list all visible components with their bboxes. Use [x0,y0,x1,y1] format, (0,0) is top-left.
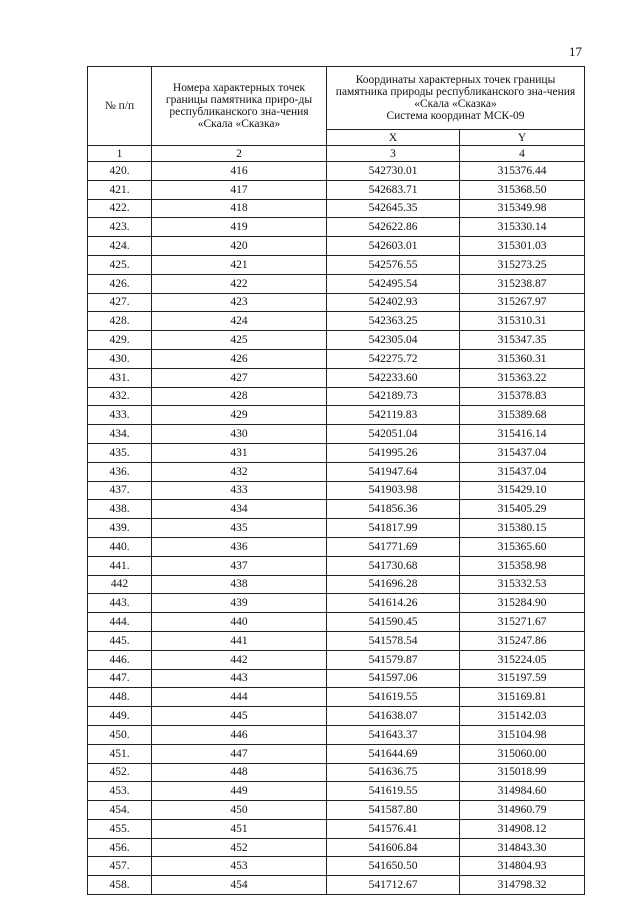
y-coordinate-cell: 315429.10 [460,481,585,500]
table-row [88,575,585,594]
point-number-cell: 434 [152,500,327,519]
point-number-cell: 421 [152,255,327,274]
table-row [88,237,585,256]
row-number-cell: 428. [88,312,152,331]
row-number-cell: 440. [88,537,152,556]
row-number-cell: 453. [88,782,152,801]
coordinates-table-body [88,162,585,895]
x-coordinate-cell: 542402.93 [327,293,460,312]
row-number-cell: 457. [88,857,152,876]
row-number-cell: 449. [88,707,152,726]
point-number-cell: 431 [152,443,327,462]
row-number-cell: 423. [88,218,152,237]
column-index: 3 [327,146,460,162]
table-row [88,293,585,312]
x-coordinate-cell: 541636.75 [327,763,460,782]
table-row [88,500,585,519]
point-number-cell: 439 [152,594,327,613]
row-number-cell: 456. [88,838,152,857]
y-coordinate-cell: 315142.03 [460,707,585,726]
table-row [88,180,585,199]
x-coordinate-cell: 541576.41 [327,819,460,838]
y-coordinate-cell: 314843.30 [460,838,585,857]
table-row [88,537,585,556]
y-coordinate-cell: 315365.60 [460,537,585,556]
row-number-cell: 445. [88,631,152,650]
x-coordinate-cell: 542051.04 [327,425,460,444]
table-row [88,349,585,368]
x-coordinate-cell: 542495.54 [327,274,460,293]
table-row [88,763,585,782]
point-number-cell: 419 [152,218,327,237]
x-coordinate-cell: 541606.84 [327,838,460,857]
table-row [88,368,585,387]
row-number-cell: 427. [88,293,152,312]
row-number-cell: 421. [88,180,152,199]
x-coordinate-cell: 541587.80 [327,801,460,820]
y-coordinate-cell: 315247.86 [460,631,585,650]
y-coordinate-cell: 315376.44 [460,162,585,181]
row-number-cell: 448. [88,688,152,707]
table-row [88,425,585,444]
x-coordinate-cell: 542119.83 [327,406,460,425]
row-number-cell: 432. [88,387,152,406]
y-coordinate-cell: 315437.04 [460,443,585,462]
table-row [88,838,585,857]
table-row [88,744,585,763]
header-coordinates-title: Координаты характерных точек границы памятника природы республиканского зна-чения «Скала «Сказка» [335,74,576,110]
table-row [88,199,585,218]
column-index: 1 [88,146,152,162]
table-row [88,274,585,293]
y-coordinate-cell: 315368.50 [460,180,585,199]
point-number-cell: 424 [152,312,327,331]
y-coordinate-cell: 315197.59 [460,669,585,688]
y-coordinate-cell: 315060.00 [460,744,585,763]
point-number-cell: 432 [152,462,327,481]
y-coordinate-cell: 315271.67 [460,613,585,632]
point-number-cell: 416 [152,162,327,181]
x-coordinate-cell: 542622.86 [327,218,460,237]
y-coordinate-cell: 315273.25 [460,255,585,274]
point-number-cell: 449 [152,782,327,801]
x-coordinate-cell: 541730.68 [327,556,460,575]
x-coordinate-cell: 542275.72 [327,349,460,368]
y-coordinate-cell: 315330.14 [460,218,585,237]
row-number-cell: 455. [88,819,152,838]
x-coordinate-cell: 541712.67 [327,876,460,895]
header-x: X [327,130,460,146]
row-number-cell: 441. [88,556,152,575]
table-row [88,631,585,650]
point-number-cell: 436 [152,537,327,556]
table-row [88,162,585,181]
x-coordinate-cell: 541619.55 [327,688,460,707]
row-number-cell: 439. [88,519,152,538]
y-coordinate-cell: 315332.53 [460,575,585,594]
header-row-number: № п/п [88,67,152,146]
x-coordinate-cell: 541578.54 [327,631,460,650]
x-coordinate-cell: 542730.01 [327,162,460,181]
row-number-cell: 435. [88,443,152,462]
table-row [88,462,585,481]
point-number-cell: 441 [152,631,327,650]
y-coordinate-cell: 315301.03 [460,237,585,256]
point-number-cell: 452 [152,838,327,857]
row-number-cell: 429. [88,331,152,350]
y-coordinate-cell: 315437.04 [460,462,585,481]
table-row [88,255,585,274]
point-number-cell: 444 [152,688,327,707]
table-row [88,331,585,350]
table-row [88,218,585,237]
x-coordinate-cell: 542683.71 [327,180,460,199]
table-row [88,725,585,744]
x-coordinate-cell: 541644.69 [327,744,460,763]
point-number-cell: 426 [152,349,327,368]
table-row [88,669,585,688]
coordinates-table [87,66,585,895]
point-number-cell: 454 [152,876,327,895]
y-coordinate-cell: 315347.35 [460,331,585,350]
y-coordinate-cell: 314960.79 [460,801,585,820]
y-coordinate-cell: 315378.83 [460,387,585,406]
x-coordinate-cell: 541856.36 [327,500,460,519]
point-number-cell: 435 [152,519,327,538]
x-coordinate-cell: 541597.06 [327,669,460,688]
y-coordinate-cell: 315389.68 [460,406,585,425]
x-coordinate-cell: 542189.73 [327,387,460,406]
table-row [88,312,585,331]
table-row [88,613,585,632]
point-number-cell: 445 [152,707,327,726]
y-coordinate-cell: 314804.93 [460,857,585,876]
point-number-cell: 440 [152,613,327,632]
table-row [88,481,585,500]
point-number-cell: 429 [152,406,327,425]
x-coordinate-cell: 541643.37 [327,725,460,744]
point-number-cell: 433 [152,481,327,500]
table-row [88,594,585,613]
y-coordinate-cell: 314984.60 [460,782,585,801]
x-coordinate-cell: 541590.45 [327,613,460,632]
y-coordinate-cell: 315224.05 [460,650,585,669]
y-coordinate-cell: 314798.32 [460,876,585,895]
y-coordinate-cell: 315416.14 [460,425,585,444]
y-coordinate-cell: 315284.90 [460,594,585,613]
header-coordinates [327,67,585,130]
y-coordinate-cell: 315358.98 [460,556,585,575]
x-coordinate-cell: 542645.35 [327,199,460,218]
row-number-cell: 436. [88,462,152,481]
row-number-cell: 426. [88,274,152,293]
x-coordinate-cell: 542576.55 [327,255,460,274]
row-number-cell: 420. [88,162,152,181]
row-number-cell: 444. [88,613,152,632]
row-number-cell: 438. [88,500,152,519]
header-point-numbers: Номера характерных точек границы памятника приро-ды республиканского зна-чения «Скала «Сказка» [152,67,327,146]
y-coordinate-cell: 315360.31 [460,349,585,368]
point-number-cell: 427 [152,368,327,387]
row-number-cell: 434. [88,425,152,444]
row-number-cell: 452. [88,763,152,782]
y-coordinate-cell: 315267.97 [460,293,585,312]
table-row [88,876,585,895]
point-number-cell: 420 [152,237,327,256]
point-number-cell: 437 [152,556,327,575]
point-number-cell: 447 [152,744,327,763]
y-coordinate-cell: 315169.81 [460,688,585,707]
row-number-cell: 450. [88,725,152,744]
row-number-cell: 425. [88,255,152,274]
x-coordinate-cell: 541771.69 [327,537,460,556]
x-coordinate-cell: 541995.26 [327,443,460,462]
point-number-cell: 417 [152,180,327,199]
table-row [88,406,585,425]
y-coordinate-cell: 315349.98 [460,199,585,218]
y-coordinate-cell: 315380.15 [460,519,585,538]
table-row [88,387,585,406]
y-coordinate-cell: 315238.87 [460,274,585,293]
x-coordinate-cell: 541696.28 [327,575,460,594]
y-coordinate-cell: 315310.31 [460,312,585,331]
row-number-cell: 437. [88,481,152,500]
column-index: 4 [460,146,585,162]
x-coordinate-cell: 541903.98 [327,481,460,500]
table-row [88,819,585,838]
x-coordinate-cell: 542363.25 [327,312,460,331]
header-coordinate-system: Система координат МСК-09 [386,110,525,122]
x-coordinate-cell: 541619.55 [327,782,460,801]
point-number-cell: 418 [152,199,327,218]
point-number-cell: 448 [152,763,327,782]
table-row [88,443,585,462]
row-number-cell: 430. [88,349,152,368]
row-number-cell: 424. [88,237,152,256]
point-number-cell: 425 [152,331,327,350]
x-coordinate-cell: 542603.01 [327,237,460,256]
x-coordinate-cell: 542233.60 [327,368,460,387]
x-coordinate-cell: 541638.07 [327,707,460,726]
table-row [88,688,585,707]
point-number-cell: 451 [152,819,327,838]
header-y: Y [460,130,585,146]
table-row [88,801,585,820]
row-number-cell: 451. [88,744,152,763]
row-number-cell: 454. [88,801,152,820]
y-coordinate-cell: 315018.99 [460,763,585,782]
point-number-cell: 438 [152,575,327,594]
point-number-cell: 423 [152,293,327,312]
row-number-cell: 431. [88,368,152,387]
point-number-cell: 450 [152,801,327,820]
x-coordinate-cell: 541579.87 [327,650,460,669]
table-row [88,650,585,669]
y-coordinate-cell: 315363.22 [460,368,585,387]
point-number-cell: 428 [152,387,327,406]
column-index: 2 [152,146,327,162]
y-coordinate-cell: 315405.29 [460,500,585,519]
point-number-cell: 442 [152,650,327,669]
row-number-cell: 458. [88,876,152,895]
x-coordinate-cell: 541947.64 [327,462,460,481]
row-number-cell: 422. [88,199,152,218]
table-row [88,519,585,538]
row-number-cell: 443. [88,594,152,613]
row-number-cell: 433. [88,406,152,425]
table-row [88,857,585,876]
x-coordinate-cell: 541614.26 [327,594,460,613]
row-number-cell: 442 [88,575,152,594]
table-row [88,707,585,726]
row-number-cell: 447. [88,669,152,688]
point-number-cell: 443 [152,669,327,688]
table-row [88,556,585,575]
row-number-cell: 446. [88,650,152,669]
table-row [88,782,585,801]
x-coordinate-cell: 542305.04 [327,331,460,350]
y-coordinate-cell: 315104.98 [460,725,585,744]
x-coordinate-cell: 541650.50 [327,857,460,876]
point-number-cell: 430 [152,425,327,444]
point-number-cell: 453 [152,857,327,876]
y-coordinate-cell: 314908.12 [460,819,585,838]
x-coordinate-cell: 541817.99 [327,519,460,538]
point-number-cell: 446 [152,725,327,744]
page-number: 17 [569,44,582,59]
point-number-cell: 422 [152,274,327,293]
